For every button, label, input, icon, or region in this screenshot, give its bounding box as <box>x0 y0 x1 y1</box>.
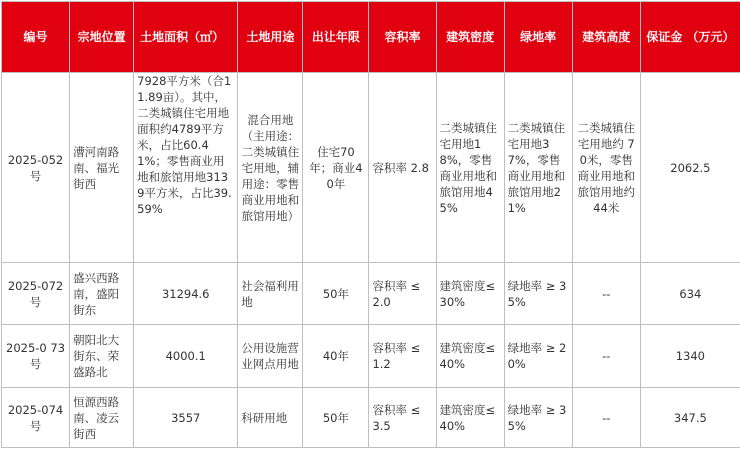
header-id: 编号 <box>2 2 70 73</box>
cell-id: 2025-0 73 号 <box>2 325 70 388</box>
cell-use: 社会福利用地 <box>238 263 303 325</box>
cell-location: 漕河南路南、福光街西 <box>70 73 134 263</box>
cell-id: 2025-052号 <box>2 73 70 263</box>
cell-height: -- <box>572 263 640 325</box>
cell-green: 二类城镇住宅用地37%，零售商业用地和旅馆用地21% <box>504 73 572 263</box>
cell-use: 公用设施营业网点用地 <box>238 325 303 388</box>
cell-green: 绿地率 ≥ 35% <box>504 263 572 325</box>
header-far: 容积率 <box>369 2 436 73</box>
cell-term: 50年 <box>303 263 369 325</box>
cell-far: 容积率 ≤ 2.0 <box>369 263 436 325</box>
header-height: 建筑高度 <box>572 2 640 73</box>
cell-use: 混合用地（主用途：二类城镇住宅用地，辅用途：零售商业用地和旅馆用地） <box>238 73 303 263</box>
cell-term: 40年 <box>303 325 369 388</box>
cell-density: 建筑密度≤30% <box>436 263 504 325</box>
cell-far: 容积率 ≤ 1.2 <box>369 325 436 388</box>
header-green: 绿地率 <box>504 2 572 73</box>
cell-term: 住宅70年；商业40年 <box>303 73 369 263</box>
cell-density: 建筑密度≤40% <box>436 325 504 388</box>
cell-area: 31294.6 <box>134 263 238 325</box>
cell-far: 容积率 ≤ 3.5 <box>369 388 436 448</box>
header-density: 建筑密度 <box>436 2 504 73</box>
header-deposit: 保证金 （万元） <box>640 2 740 73</box>
cell-area: 7928平方米（合11.89亩）。其中，二类城镇住宅用地面积约4789平方米，占比60.41%；零售商业用地和旅馆用地3139平方米，占比39.59% <box>134 73 238 263</box>
cell-location: 朝阳北大街东、荣盛路北 <box>70 325 134 388</box>
table-row <box>2 388 740 448</box>
cell-deposit: 1340 <box>640 325 740 388</box>
cell-location: 盛兴西路南，盛阳街东 <box>70 263 134 325</box>
cell-use: 科研用地 <box>238 388 303 448</box>
cell-height: -- <box>572 325 640 388</box>
cell-location: 恒源西路南、凌云街西 <box>70 388 134 448</box>
cell-id: 2025-074号 <box>2 388 70 448</box>
cell-density: 建筑密度≤40% <box>436 388 504 448</box>
header-use: 土地用途 <box>238 2 303 73</box>
cell-green: 绿地率 ≥ 35% <box>504 388 572 448</box>
land-auction-table <box>1 1 740 448</box>
cell-area: 4000.1 <box>134 325 238 388</box>
cell-term: 50年 <box>303 388 369 448</box>
cell-height: 二类城镇住宅用地约 70米，零售商业用地和旅馆用地约44米 <box>572 73 640 263</box>
cell-far: 容积率 2.8 <box>369 73 436 263</box>
table-row <box>2 263 740 325</box>
table-row <box>2 325 740 388</box>
header-term: 出让年限 <box>303 2 369 73</box>
header-area: 土地面积（㎡） <box>134 2 238 73</box>
cell-id: 2025-072号 <box>2 263 70 325</box>
cell-density: 二类城镇住宅用地18%，零售商业用地和旅馆用地45% <box>436 73 504 263</box>
cell-deposit: 2062.5 <box>640 73 740 263</box>
header-location: 宗地位置 <box>70 2 134 73</box>
table-row <box>2 73 740 263</box>
header-row <box>2 2 740 73</box>
cell-area: 3557 <box>134 388 238 448</box>
cell-height: -- <box>572 388 640 448</box>
cell-green: 绿地率 ≥ 20% <box>504 325 572 388</box>
cell-deposit: 347.5 <box>640 388 740 448</box>
cell-deposit: 634 <box>640 263 740 325</box>
